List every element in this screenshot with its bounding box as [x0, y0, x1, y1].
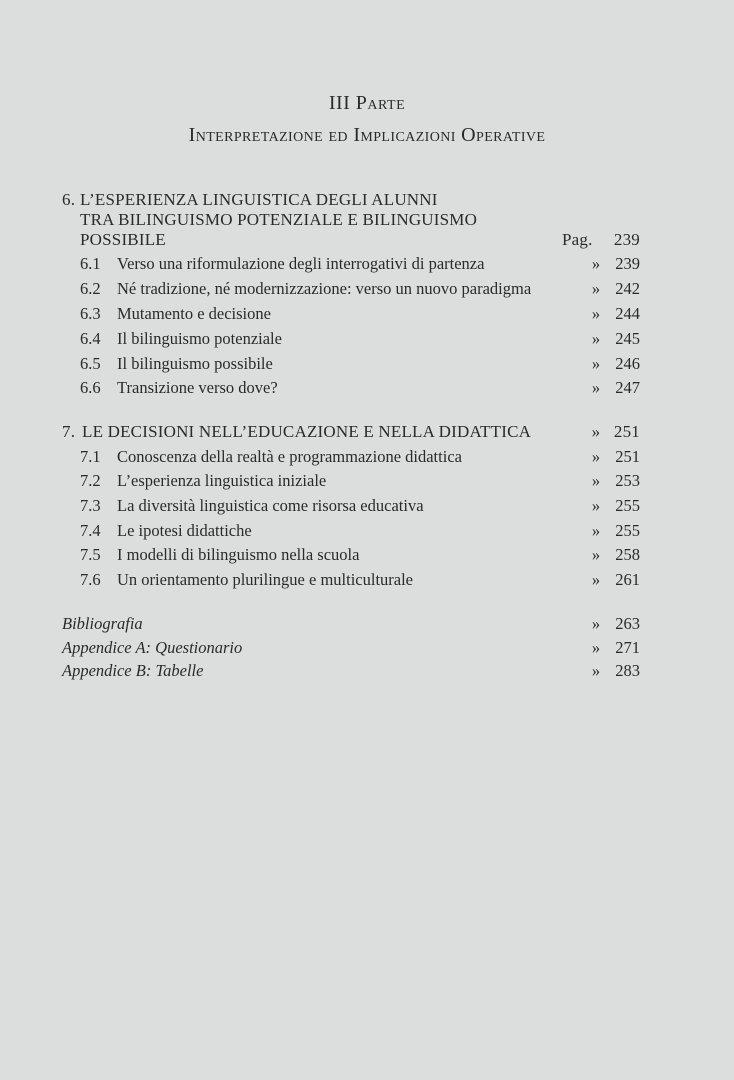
section-title: Il bilinguismo potenziale	[117, 329, 282, 348]
section-page: 245	[615, 329, 640, 348]
section-page: 261	[615, 570, 640, 589]
backmatter-page: 283	[615, 661, 640, 680]
chapter-7-page: 251	[613, 422, 640, 441]
page-mark: »	[591, 329, 601, 348]
page-mark: »	[591, 521, 601, 540]
section-title: Conoscenza della realtà e programmazione didattica	[117, 447, 462, 466]
page-mark: »	[591, 570, 601, 589]
section-page: 244	[615, 304, 640, 323]
section-title: Il bilinguismo possibile	[117, 354, 273, 373]
page-mark: »	[591, 354, 601, 373]
section-title: Le ipotesi didattiche	[117, 521, 252, 540]
section-page: 246	[615, 354, 640, 373]
chapter-6-page: 239	[613, 230, 640, 249]
section-title: Mutamento e decisione	[117, 304, 271, 323]
backmatter-title: Appendice A: Questionario	[62, 638, 243, 657]
chapter-7-title: LE DECISIONI NELL’EDUCAZIONE E NELLA DIDATTICA	[82, 422, 532, 441]
page-mark: »	[591, 496, 601, 515]
part-subtitle: Interpretazione ed Implicazioni Operative	[188, 124, 546, 146]
page-mark: »	[591, 378, 601, 397]
section-title: Verso una riformulazione degli interrogativi di partenza	[117, 254, 485, 273]
section-number: 7.2	[80, 471, 101, 490]
page-label: Pag.	[562, 230, 593, 249]
section-page: 253	[615, 471, 640, 490]
section-page: 255	[615, 521, 640, 540]
section-title: Né tradizione, né modernizzazione: verso un nuovo paradigma	[117, 279, 532, 298]
page-mark: »	[591, 304, 601, 323]
section-number: 7.6	[80, 570, 101, 589]
section-number: 6.5	[80, 354, 101, 373]
backmatter-title: Appendice B: Tabelle	[62, 661, 204, 680]
page-mark: »	[591, 422, 601, 441]
page-mark: »	[591, 447, 601, 466]
section-number: 7.1	[80, 447, 101, 466]
section-number: 6.2	[80, 279, 101, 298]
section-title: La diversità linguistica come risorsa educativa	[117, 496, 424, 515]
section-title: I modelli di bilinguismo nella scuola	[117, 545, 360, 564]
section-number: 6.3	[80, 304, 101, 323]
backmatter-title: Bibliografia	[62, 614, 143, 633]
section-number: 6.1	[80, 254, 101, 273]
chapter-7-number: 7.	[62, 422, 76, 441]
page-mark: »	[591, 254, 601, 273]
section-page: 255	[615, 496, 640, 515]
backmatter-page: 271	[615, 638, 640, 657]
section-page: 242	[615, 279, 640, 298]
page-mark: »	[591, 279, 601, 298]
backmatter-page: 263	[615, 614, 640, 633]
section-page: 239	[615, 254, 640, 273]
section-title: L’esperienza linguistica iniziale	[117, 471, 327, 490]
part-title: III Parte	[328, 92, 406, 114]
section-number: 6.6	[80, 378, 101, 397]
section-page: 258	[615, 545, 640, 564]
section-title: Un orientamento plurilingue e multiculturale	[117, 570, 414, 589]
section-number: 7.4	[80, 521, 101, 540]
chapter-6-title-line-3: POSSIBILE	[80, 230, 166, 249]
section-page: 247	[615, 378, 640, 397]
page-mark: »	[591, 545, 601, 564]
chapter-6-entry	[80, 230, 640, 250]
page-mark: »	[591, 661, 601, 680]
section-page: 251	[615, 447, 640, 466]
chapter-6-number: 6.	[62, 190, 76, 209]
page-mark: »	[591, 614, 601, 633]
page-mark: »	[591, 471, 601, 490]
section-number: 7.3	[80, 496, 101, 515]
page-mark: »	[591, 638, 601, 657]
section-number: 7.5	[80, 545, 101, 564]
section-title: Transizione verso dove?	[117, 378, 278, 397]
chapter-6-title-line-2: TRA BILINGUISMO POTENZIALE E BILINGUISMO	[80, 210, 478, 229]
section-number: 6.4	[80, 329, 101, 348]
chapter-6-title-line-1: L’ESPERIENZA LINGUISTICA DEGLI ALUNNI	[80, 190, 438, 209]
